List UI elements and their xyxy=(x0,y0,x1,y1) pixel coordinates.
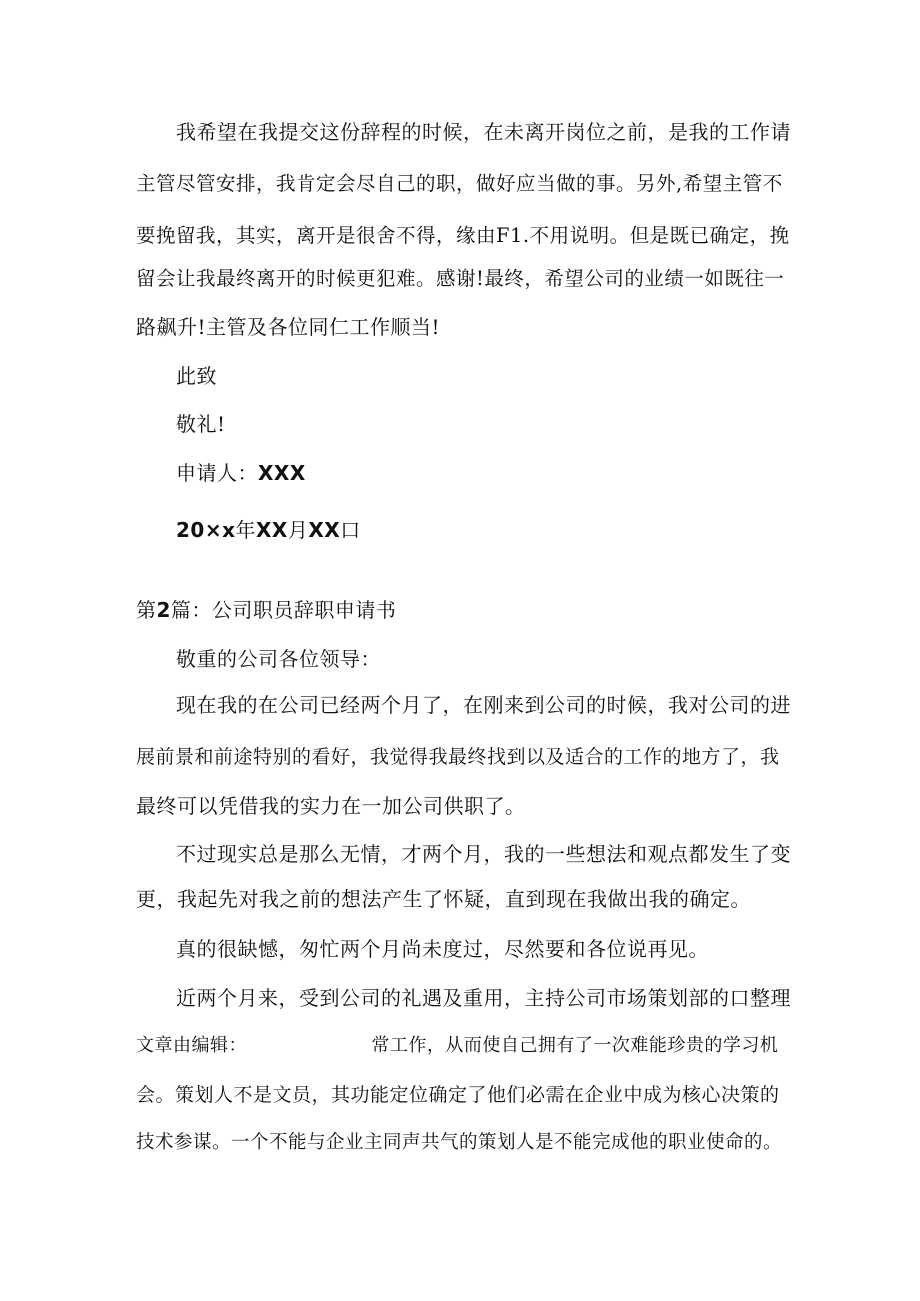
date-day: XX xyxy=(308,518,341,542)
para4-line-1: 真的很缺憾，匆忙两个月尚未度过，尽然要和各位说再见。 xyxy=(176,937,709,961)
date-month-char: 月 xyxy=(287,518,309,542)
section-2-number: 2 xyxy=(156,598,171,622)
date-day-char: 口 xyxy=(340,518,361,542)
para1-line-4: 留会让我最终离开的时候更犯难。感谢!最终，希望公司的业绩一如既往一 xyxy=(136,267,785,290)
para2-line-3: 最终可以凭借我的实力在一加公司供职了。 xyxy=(136,794,526,818)
closing-salutation: 此致 xyxy=(176,364,217,388)
para5-line-1: 近两个月来，受到公司的礼遇及重用，主持公司市场策划部的口整理 xyxy=(176,986,791,1010)
section-2-title: 篇：公司职员辞职申请书 xyxy=(170,598,397,622)
para3-line-2: 更，我起先对我之前的想法产生了怀疑，直到现在我做出我的确定。 xyxy=(136,887,751,911)
para5-line-4: 技术参谋。一个不能与企业主同声共气的策划人是不能完成他的职业使命的。 xyxy=(136,1132,783,1153)
para1-line-2: 主管尽管安排，我肯定会尽自己的职，做好应当做的事。另外,希望主管不 xyxy=(136,172,783,195)
para2-line-1: 现在我的在公司已经两个月了，在刚来到公司的时候，我对公司的进 xyxy=(176,693,791,717)
date-line xyxy=(176,516,361,544)
date-year-char: 年 xyxy=(235,518,256,542)
date-year: 20×x xyxy=(176,518,236,542)
section-2-heading xyxy=(136,596,396,624)
section-2-prefix: 第 xyxy=(136,598,157,622)
para1-line-3: 要挽留我，其实，离开是很舍不得，缘由F1.不用说明。但是既已确定，挽 xyxy=(136,224,790,247)
signer-line xyxy=(176,459,306,487)
signer-label: 申请人： xyxy=(176,461,258,485)
para5-line-2: 文章由编辑： 常工作，从而使自己拥有了一次难能珍贵的学习机 xyxy=(136,1035,779,1056)
para1-line-5: 路飙升!主管及各位同仁工作顺当! xyxy=(136,315,441,339)
para1-line-1: 我希望在我提交这份辞程的时候，在未离开岗位之前，是我的工作请 xyxy=(176,120,791,144)
para2-line-2: 展前景和前途特别的看好，我觉得我最终找到以及适合的工作的地方了，我 xyxy=(136,746,780,768)
date-month: XX xyxy=(256,518,288,542)
para5-line-3: 会。策划人不是文员，其功能定位确定了他们必需在企业中成为核心决策的 xyxy=(136,1084,780,1106)
closing-respect: 敬礼! xyxy=(176,412,226,436)
para3-line-1: 不过现实总是那么无情，才两个月，我的一些想法和观点都发生了变 xyxy=(176,842,791,866)
greeting: 敬重的公司各位领导： xyxy=(176,647,381,671)
signer-name: XXX xyxy=(258,461,306,485)
